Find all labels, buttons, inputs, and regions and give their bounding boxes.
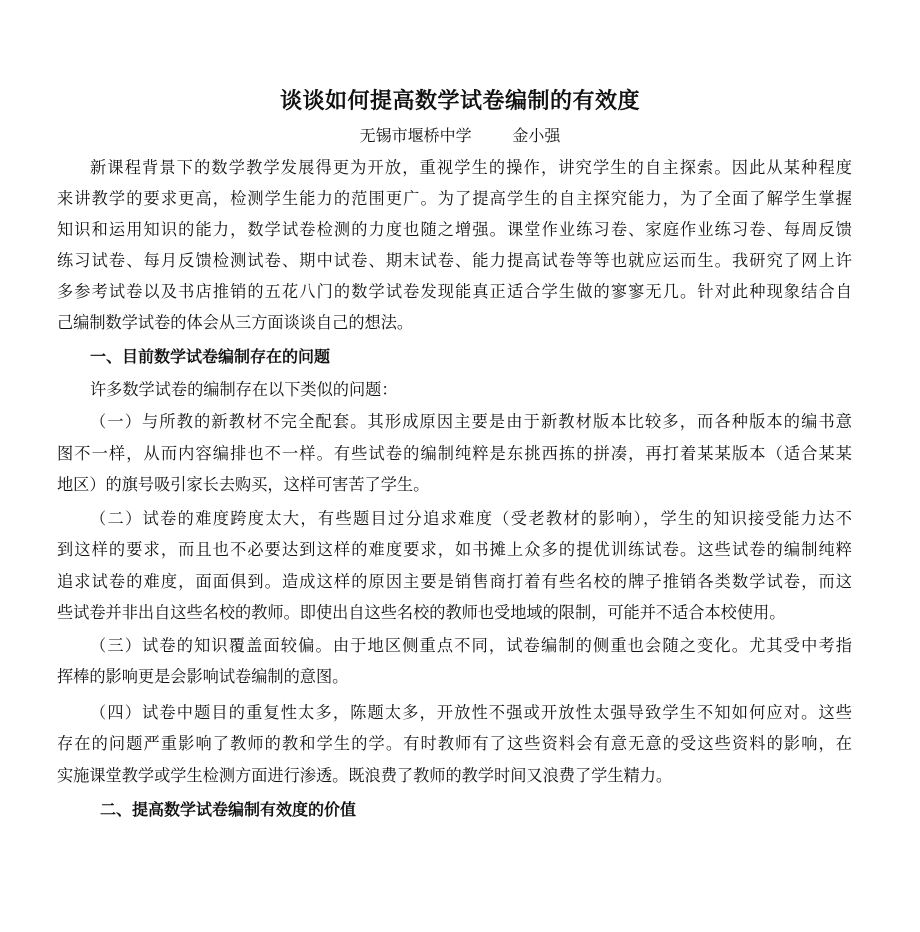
paragraph-line: 实施课堂教学或学生检测方面进行渗透。既浪费了教师的教学时间又浪费了学生精力。	[57, 766, 673, 785]
paragraph-line: 新课程背景下的数学教学发展得更为开放，重视学生的操作，讲究学生的自主探索。因此从某种程度	[90, 158, 852, 177]
paragraph-line: 多参考试卷以及书店推销的五花八门的数学试卷发现能真正适合学生做的寥寥无几。针对此种现象结合自	[57, 282, 852, 301]
paragraph-line: 练习试卷、每月反馈检测试卷、期中试卷、期末试卷、能力提高试卷等等也就应运而生。我研究了网上许	[57, 251, 852, 270]
paragraph-line: 地区）的旗号吸引家长去购买，这样可害苦了学生。	[57, 475, 430, 494]
paragraph-line: 挥棒的影响更是会影响试卷编制的意图。	[57, 667, 349, 686]
author-byline: 无锡市堰桥中学 金小强	[359, 126, 561, 145]
paragraph-line: 追求试卷的难度，面面俱到。造成这样的原因主要是销售商打着有些名校的牌子推销各类数学试卷，而这	[57, 572, 852, 591]
paragraph-line: （四）试卷中题目的重复性太多，陈题太多，开放性不强或开放性太强导致学生不知如何应对。这些	[90, 703, 852, 722]
paragraph-line: （二）试卷的难度跨度太大，有些题目过分追求难度（受老教材的影响），学生的知识接受能力达不	[90, 509, 852, 528]
paragraph-line: （一）与所教的新教材不完全配套。其形成原因主要是由于新教材版本比较多，而各种版本的编书意	[90, 412, 852, 431]
paragraph-line: 知识和运用知识的能力，数学试卷检测的力度也随之增强。课堂作业练习卷、家庭作业练习卷、每周反馈	[57, 220, 852, 239]
document-title: 谈谈如何提高数学试卷编制的有效度	[279, 89, 640, 114]
paragraph-line: 存在的问题严重影响了教师的教和学生的学。有时教师有了这些资料会有意无意的受这些资料的影响，在	[57, 734, 852, 753]
section-heading-1: 一、目前数学试卷编制存在的问题	[90, 347, 331, 366]
section-heading-2: 二、提高数学试卷编制有效度的价值	[100, 800, 357, 819]
paragraph-line: 些试卷并非出自这些名校的教师。即使出自这些名校的教师也受地域的限制，可能并不适合本校使用。	[57, 603, 786, 622]
paragraph-line: 到这样的要求，而且也不必要达到这样的难度要求，如书摊上众多的提优训练试卷。这些试卷的编制纯粹	[57, 540, 852, 559]
paragraph-line: 来讲教学的要求更高，检测学生能力的范围更广。为了提高学生的自主探究能力，为了全面了解学生掌握	[57, 189, 852, 208]
section-lead: 许多数学试卷的编制存在以下类似的问题：	[90, 380, 398, 399]
paragraph-line: 己编制数学试卷的体会从三方面谈谈自己的想法。	[57, 313, 414, 332]
paragraph-line: （三）试卷的知识覆盖面较偏。由于地区侧重点不同，试卷编制的侧重也会随之变化。尤其受中考指	[90, 636, 852, 655]
paragraph-line: 图不一样，从而内容编排也不一样。有些试卷的编制纯粹是东挑西拣的拼凑，再打着某某版本（适合某某	[57, 444, 852, 463]
